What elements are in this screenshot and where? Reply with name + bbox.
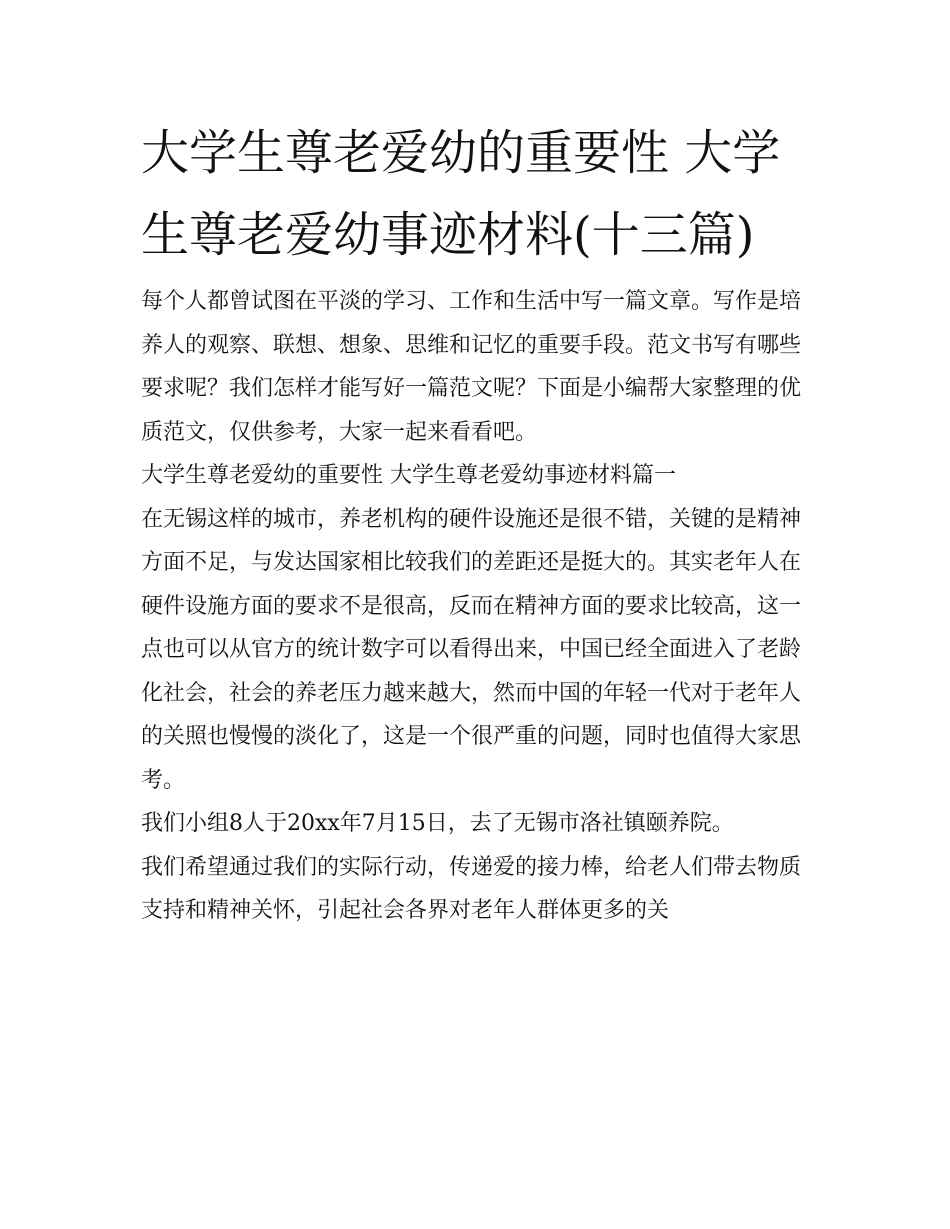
section-heading: 大学生尊老爱幼的重要性 大学生尊老爱幼事迹材料篇一 — [141, 463, 676, 488]
paragraph-intro: 每个人都曾试图在平淡的学习、工作和生活中写一篇文章。写作是培养人的观察、联想、想象、思维和记忆的重要手段。范文书写有哪些要求呢？我们怎样才能写好一篇范文呢？下面是小编帮大家整理的优质范文，仅供参考，大家一起来看看吧。 — [141, 289, 802, 445]
paragraph-wuxi: 在无锡这样的城市，养老机构的硬件设施还是很不错，关键的是精神方面不足，与发达国家相比较我们的差距还是挺大的。其实老年人在硬件设施方面的要求不是很高，反而在精神方面的要求比较高，这一点也可以从官方的统计数字可以看得出来，中国已经全面进入了老龄化社会，社会的养老压力越来越大，然而中国的年轻一代对于老年人的关照也慢慢的淡化了，这是一个很严重的问题，同时也值得大家思考。 — [141, 506, 802, 793]
document-body — [141, 280, 821, 933]
paragraph-hope: 我们希望通过我们的实际行动，传递爱的接力棒，给老人们带去物质支持和精神关怀，引起社会各界对老年人群体更多的关 — [141, 854, 802, 923]
paragraph-visit: 我们小组8人于20xx年7月15日，去了无锡市洛社镇颐养院。 — [141, 811, 734, 836]
document-title: 大学生尊老爱幼的重要性 大学生尊老爱幼事迹材料(十三篇) — [141, 125, 781, 263]
